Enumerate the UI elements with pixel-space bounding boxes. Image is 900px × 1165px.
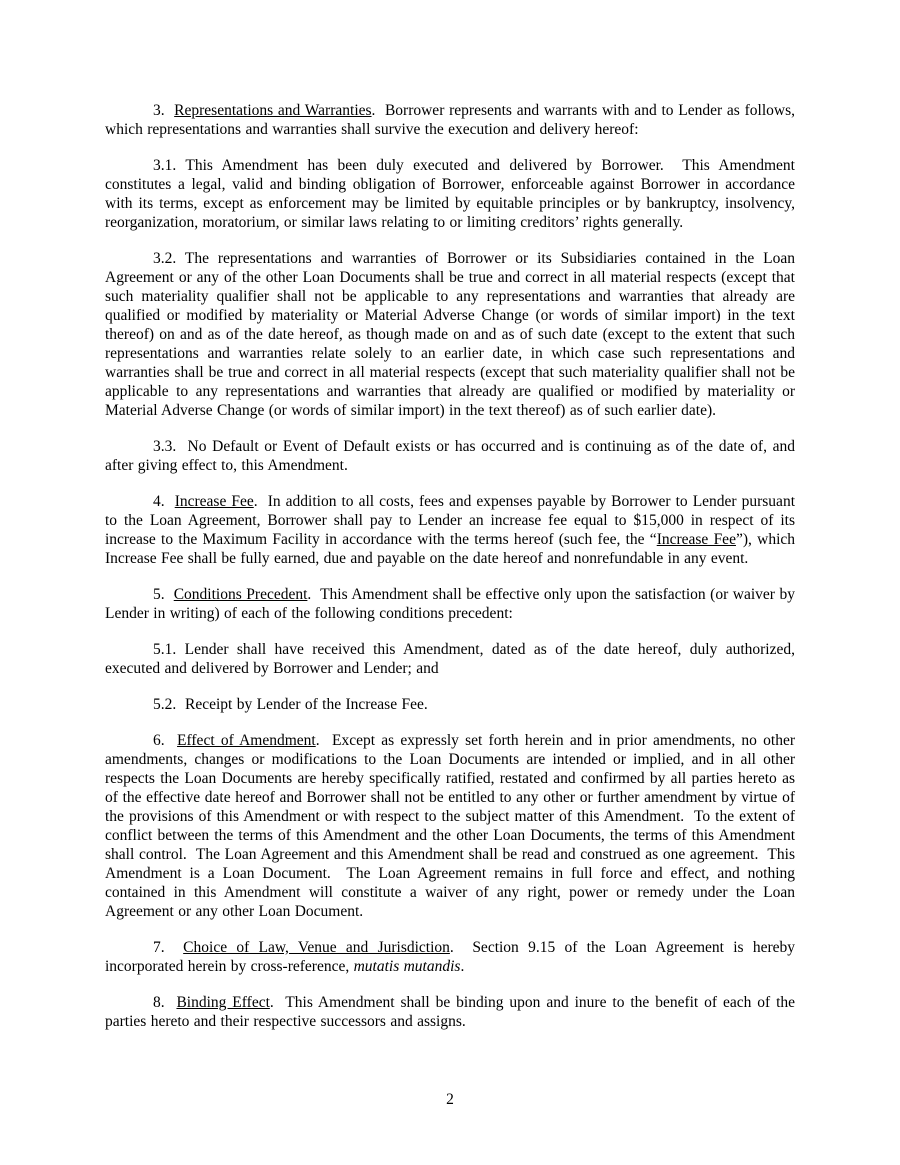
paragraph-5 — [105, 585, 795, 623]
text-run: . Borrower represents and warrants with and to Lender as follows, which representations and warranties shall survive the execution and delivery hereof: — [105, 102, 795, 138]
paragraph-3.3 — [105, 437, 795, 475]
text-run: 5.2. Receipt by Lender of the Increase Fee. — [153, 696, 428, 713]
text-run: 3. — [153, 102, 175, 119]
paragraph-8 — [105, 993, 795, 1031]
text-run: 4. — [153, 493, 175, 510]
paragraph-3.2 — [105, 249, 795, 420]
paragraph-5.1 — [105, 640, 795, 678]
page-number: 2 — [446, 1091, 454, 1108]
paragraph-6 — [105, 731, 795, 921]
text-run: . — [460, 958, 465, 975]
paragraph-4 — [105, 492, 795, 568]
section-heading: Representations and Warranties — [174, 102, 372, 119]
paragraph-3 — [105, 101, 795, 139]
text-run: . In addition to all costs, fees and expenses payable by Borrower to Lender pursuant to the Loan Agreement, Borrower shall pay to Lender an increase fee equal to $15,000 in respect of its increase to the Maximum Facility in accordance with the terms hereof (such fee, the “ — [105, 493, 795, 548]
paragraph-5.2 — [105, 695, 795, 714]
text-run: 8. — [153, 994, 177, 1011]
section-heading: Binding Effect — [176, 994, 270, 1011]
section-heading: Effect of Amendment — [177, 732, 316, 749]
paragraph-7 — [105, 938, 795, 976]
section-heading: Choice of Law, Venue and Jurisdiction — [183, 939, 450, 956]
text-run: 5. — [153, 586, 174, 603]
section-heading: Increase Fee — [174, 493, 254, 510]
text-run: 3.3. No Default or Event of Default exists or has occurred and is continuing as of the date of, and after giving effect to, this Amendment. — [105, 438, 795, 474]
text-run: . Section 9.15 of the Loan Agreement is hereby incorporated herein by cross-reference, — [105, 939, 796, 975]
text-run: 3.2. The representations and warranties of Borrower or its Subsidiaries contained in the Loan Agreement or any of the other Loan Documents shall be true and correct in all material respects (except that such materiality qualifier shall not be applicable to any representations and warranties that already are qualified or modified by materiality or Material Adverse Change (or words of similar import) in the text thereof) on and as of the date hereof, as though made on and as of such date (except to the extent that such representations and warranties relate solely to an earlier date, in which case such representations and warranties shall be true and correct in all material respects (except that such materiality qualifier shall not be applicable to any representations and warranties that already are qualified or modified by materiality or Material Adverse Change (or words of similar import) in the text thereof) as of such earlier date). — [105, 250, 795, 419]
document-body — [105, 101, 795, 1048]
text-run: . Except as expressly set forth herein and in prior amendments, no other amendments, changes or modifications to the Loan Documents are intended or implied, and in all other respects the Loan Documents are hereby specifically ratified, restated and confirmed by all parties hereto as of the effective date hereof and Borrower shall not be entitled to any other or further amendment by virtue of the provisions of this Amendment or with respect to the subject matter of this Amendment. To the extent of conflict between the terms of this Amendment and the other Loan Documents, the terms of this Amendment shall control. The Loan Agreement and this Amendment shall be read and construed as one agreement. This Amendment is a Loan Document. The Loan Agreement remains in full force and effect, and nothing contained in this Amendment will constitute a waiver of any right, power or remedy under the Loan Agreement or any other Loan Document. — [105, 732, 795, 920]
text-run: 6. — [153, 732, 178, 749]
text-run: 3.1. This Amendment has been duly executed and delivered by Borrower. This Amendment constitutes a legal, valid and binding obligation of Borrower, enforceable against Borrower in accordance with its terms, except as enforcement may be limited by equitable principles or by bankruptcy, insolvency, reorganization, moratorium, or similar laws relating to or limiting creditors’ rights generally. — [105, 157, 795, 231]
text-run: ”), which Increase Fee shall be fully earned, due and payable on the date hereof and nonrefundable in any event. — [105, 531, 796, 567]
section-heading: Increase Fee — [656, 531, 736, 548]
text-run: 7. — [153, 939, 184, 956]
text-run: . This Amendment shall be effective only upon the satisfaction (or waiver by Lender in writing) of each of the following conditions precedent: — [105, 586, 796, 622]
italic-term: mutatis mutandis — [353, 958, 461, 975]
text-run: 5.1. Lender shall have received this Amendment, dated as of the date hereof, duly authorized, executed and delivered by Borrower and Lender; and — [105, 641, 795, 677]
paragraph-3.1 — [105, 156, 795, 232]
text-run: . This Amendment shall be binding upon and inure to the benefit of each of the parties hereto and their respective successors and assigns. — [105, 994, 796, 1030]
section-heading: Conditions Precedent — [173, 586, 308, 603]
